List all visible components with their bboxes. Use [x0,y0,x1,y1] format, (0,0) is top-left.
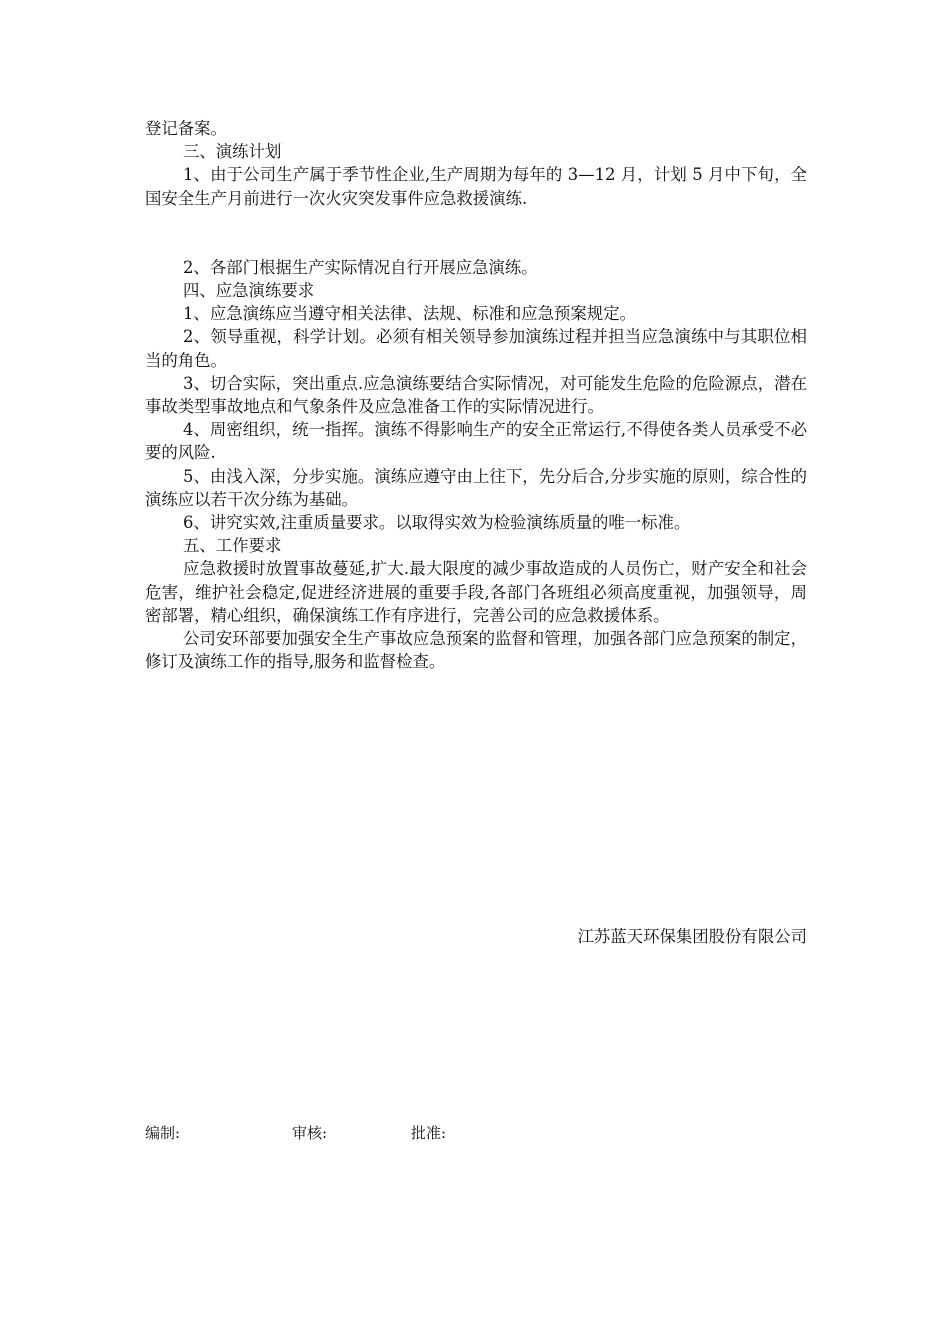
paragraph-requirement-1: 1、应急演练应当遵守相关法律、法规、标准和应急预案规定。 [183,304,636,324]
paragraph-work-2: 公司安环部要加强安全生产事故应急预案的监督和管理，加强各部门应急预案的制定，修订及演练工作的指导,服务和监督检查。 [145,629,807,672]
paragraph-plan-1: 1、由于公司生产属于季节性企业,生产周期为每年的 3—12 月，计划 5 月中下旬，全国安全生产月前进行一次火灾突发事件应急救援演练. [145,165,807,208]
heading-drill-plan: 三、演练计划 [183,142,282,162]
signature-compile-label: 编制: [145,1124,181,1142]
blank-gap [145,210,807,256]
paragraph-work-1: 应急救援时放置事故蔓延,扩大.最大限度的减少事故造成的人员伤亡，财产安全和社会危害，维护社会稳定,促进经济进展的重要手段,各部门各班组必须高度重视，加强领导，周密部署，精心组织，确保演练工作有序进行，完善公司的应急救援体系。 [145,559,807,625]
heading-drill-requirements: 四、应急演练要求 [183,281,315,301]
paragraph-plan-2: 2、各部门根据生产实际情况自行开展应急演练。 [183,257,538,277]
paragraph-requirement-2: 2、领导重视，科学计划。必须有相关领导参加演练过程并担当应急演练中与其职位相当的角色。 [145,327,807,370]
paragraph-registration: 登记备案。 [145,119,227,138]
signature-approve-label: 批准: [411,1124,447,1142]
company-name: 江苏蓝天环保集团股份有限公司 [577,927,807,946]
paragraph-requirement-5: 5、由浅入深，分步实施。演练应遵守由上往下，先分后合,分步实施的原则，综合性的演练应以若干次分练为基础。 [145,466,807,509]
paragraph-requirement-4: 4、周密组织，统一指挥。演练不得影响生产的安全正常运行,不得使各类人员承受不必要的风险. [145,420,807,463]
paragraph-requirement-6: 6、讲究实效,注重质量要求。以取得实效为检验演练质量的唯一标准。 [183,513,691,533]
document-body [145,117,807,673]
paragraph-requirement-3: 3、切合实际，突出重点.应急演练要结合实际情况，对可能发生危险的危险源点，潜在事故类型事故地点和气象条件及应急准备工作的实际情况进行。 [145,373,807,417]
signature-review-label: 审核: [292,1124,328,1142]
heading-work-requirements: 五、工作要求 [183,536,282,556]
